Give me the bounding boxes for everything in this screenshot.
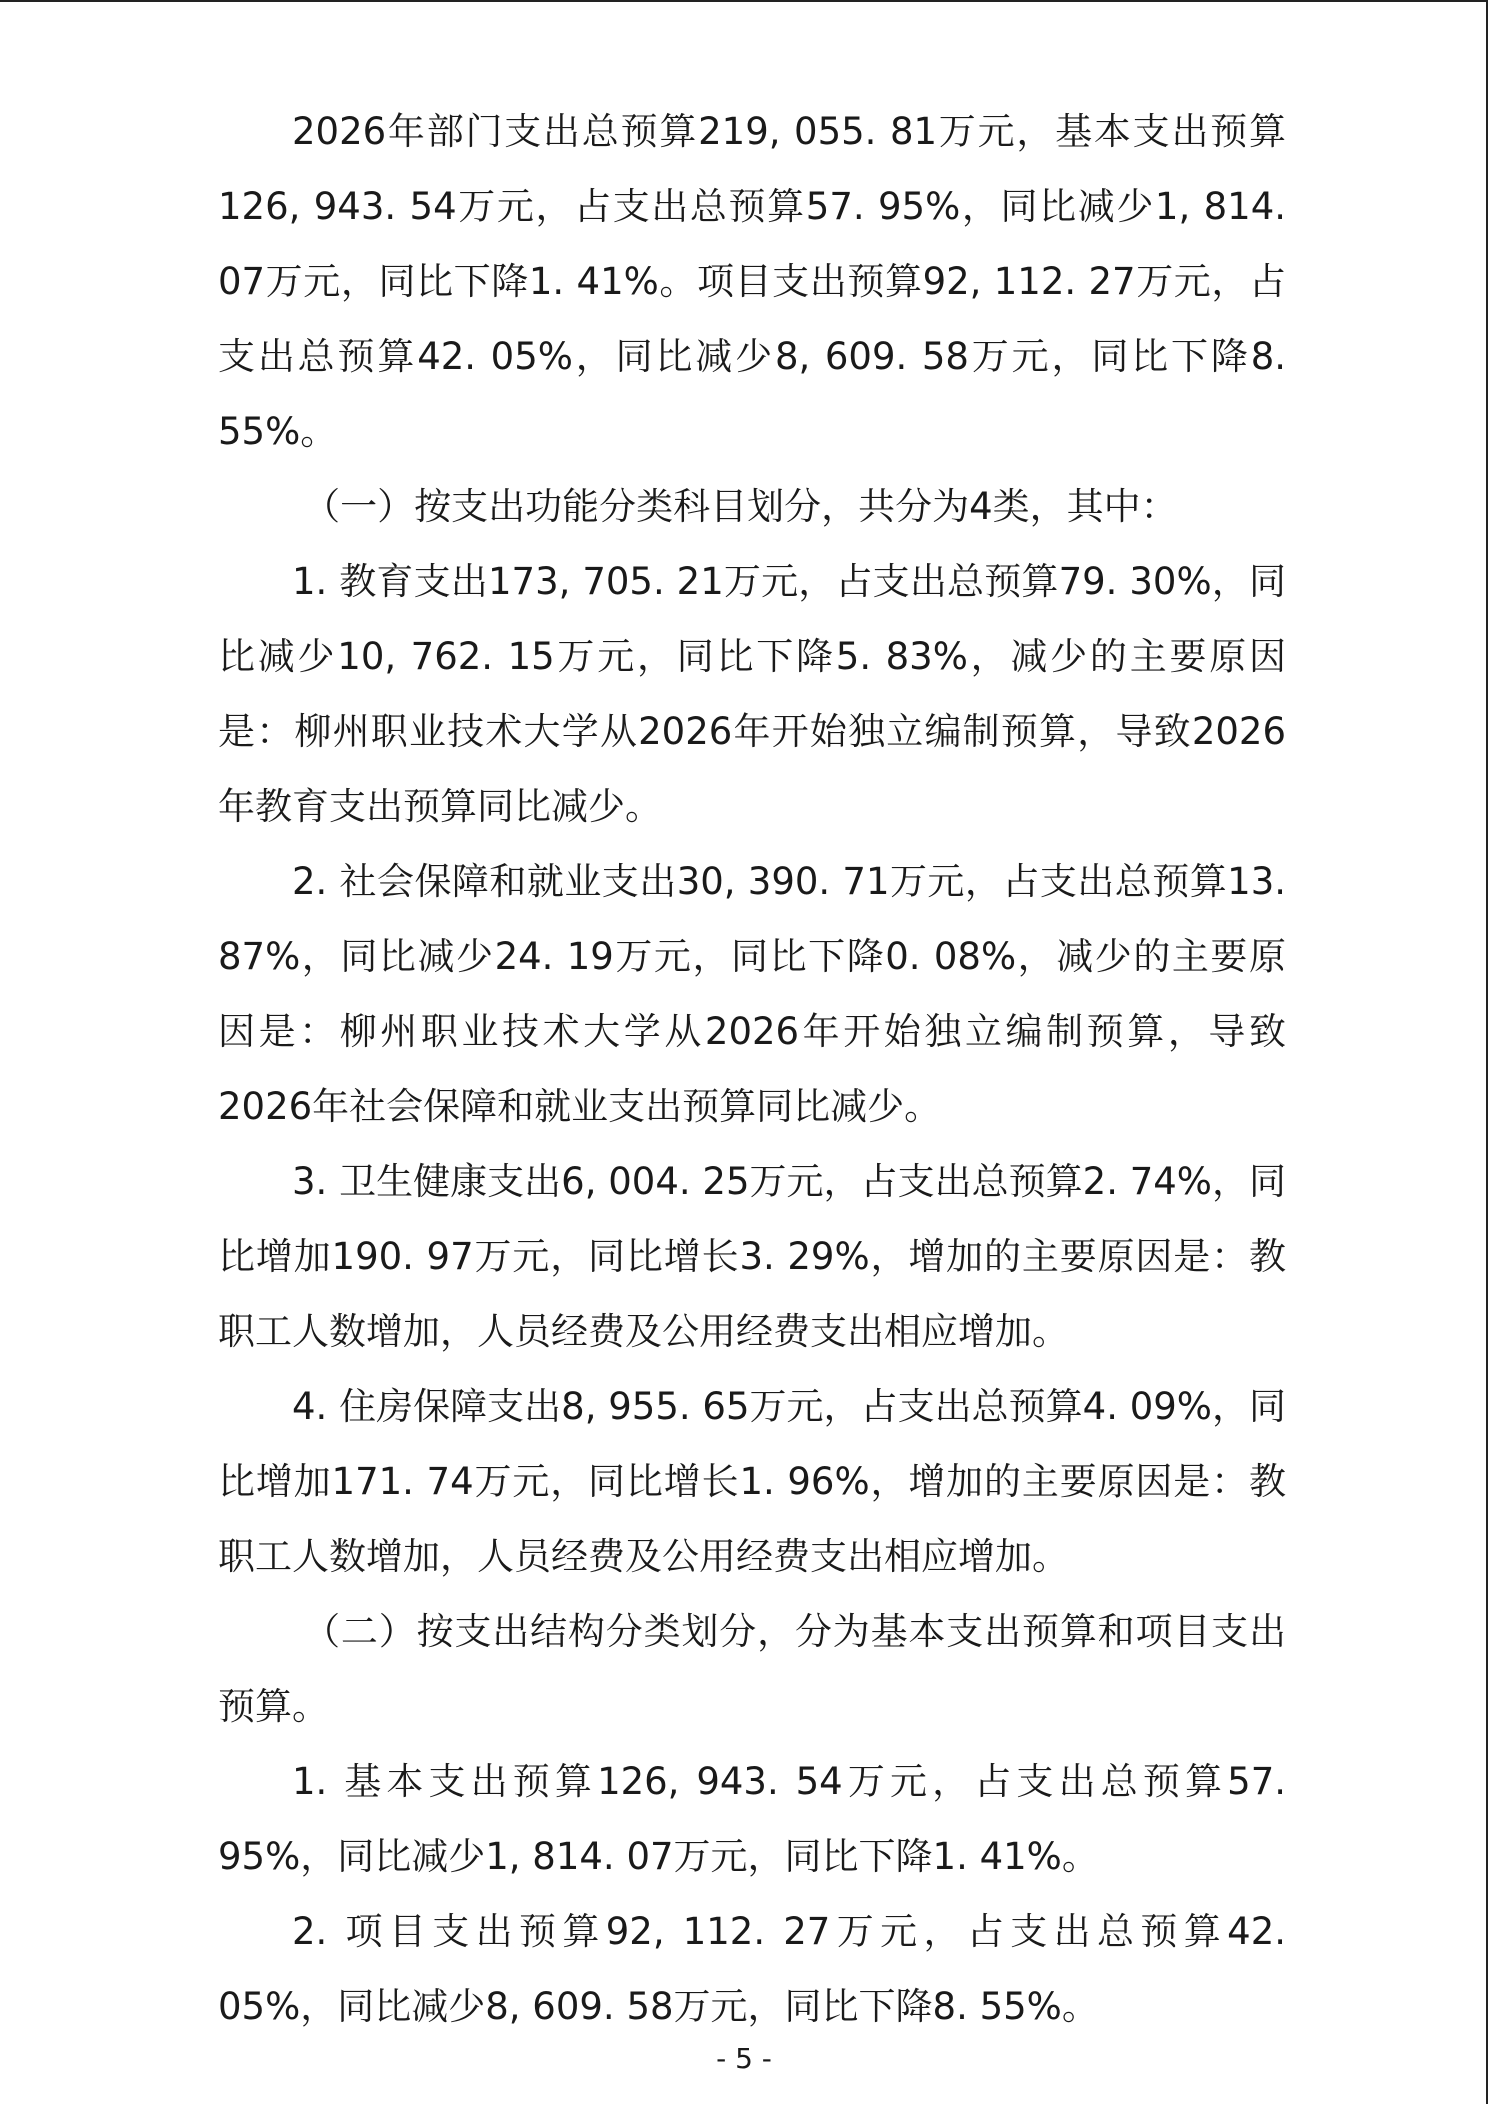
paragraph-social-security-expenditure: 2. 社会保障和就业支出30, 390. 71万元，占支出总预算13. 87%，同比减少24. 19万元，同比下降0. 08%，减少的主要原因是：柳州职业技术大学从2026年开始独立编制预算，导致2026年社会保障和就业支出预算同比减少。 [218,860,1286,1128]
paragraph-basic-expenditure: 1. 基本支出预算126, 943. 54万元，占支出总预算57. 95%，同比减少1, 814. 07万元，同比下降1. 41%。 [218,1760,1286,1878]
document-body [218,94,1286,2044]
section-heading-function-classification: （一）按支出功能分类科目划分，共分为4类，其中： [303,485,1178,528]
section-heading-structure-classification: （二）按支出结构分类划分，分为基本支出预算和项目支出预算。 [218,1610,1286,1728]
paragraph-education-expenditure: 1. 教育支出173, 705. 21万元，占支出总预算79. 30%，同比减少10, 762. 15万元，同比下降5. 83%，减少的主要原因是：柳州职业技术大学从2026年开始独立编制预算，导致2026年教育支出预算同比减少。 [218,560,1286,828]
paragraph-budget-summary: 2026年部门支出总预算219, 055. 81万元，基本支出预算126, 943. 54万元，占支出总预算57. 95%，同比减少1, 814. 07万元，同比下降1. 41%。项目支出预算92, 112. 27万元，占支出总预算42. 05%，同比减少8, 609. 58万元，同比下降8. 55%。 [218,110,1286,453]
paragraph-health-expenditure: 3. 卫生健康支出6, 004. 25万元，占支出总预算2. 74%，同比增加190. 97万元，同比增长3. 29%，增加的主要原因是：教职工人数增加，人员经费及公用经费支出相应增加。 [218,1160,1286,1353]
page-number: - 5 - [716,2042,772,2075]
paragraph-project-expenditure: 2. 项目支出预算92, 112. 27万元，占支出总预算42. 05%，同比减少8, 609. 58万元，同比下降8. 55%。 [218,1910,1286,2028]
paragraph-housing-expenditure: 4. 住房保障支出8, 955. 65万元，占支出总预算4. 09%，同比增加171. 74万元，同比增长1. 96%，增加的主要原因是：教职工人数增加，人员经费及公用经费支出相应增加。 [218,1385,1286,1578]
